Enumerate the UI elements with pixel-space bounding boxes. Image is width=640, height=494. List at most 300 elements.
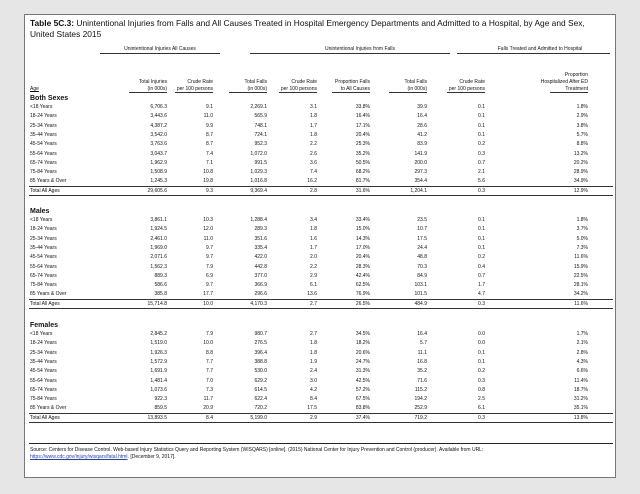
cell-falls-proportion: 37.4%: [355, 414, 370, 421]
cell-hosp-proportion: 20.2%: [573, 159, 588, 166]
cell-hosp-rate: 0.1: [478, 131, 485, 138]
table-title: [30, 18, 610, 40]
column-underline-hosp-rate: [447, 92, 485, 93]
cell-total-injuries: 1,562.3: [150, 263, 167, 270]
source-note: [30, 447, 610, 461]
row-label: 55-64 Years: [30, 263, 57, 270]
cell-total-falls: 5,199.0: [250, 414, 267, 421]
cell-hosp-rate: 0.0: [478, 340, 485, 347]
column-header-hosp-rate-2: per 100 persons: [448, 86, 485, 92]
row-label: 55-64 Years: [30, 150, 57, 157]
cell-falls-rate: 6.1: [310, 282, 317, 289]
cell-hosp-falls: 194.2: [414, 396, 427, 403]
cell-total-injuries: 586.6: [154, 282, 167, 289]
row-label: 45-54 Years: [30, 254, 57, 261]
cell-hosp-proportion: 13.8%: [573, 414, 588, 421]
row-label: 85 Years & Over: [30, 291, 67, 298]
cell-injury-rate: 10.3: [203, 217, 213, 223]
cell-hosp-rate: 0.7: [478, 272, 485, 279]
cell-hosp-rate: 0.3: [478, 300, 485, 307]
cell-hosp-falls: 70.3: [417, 263, 427, 270]
cell-hosp-falls: 16.8: [417, 358, 427, 365]
cell-injury-rate: 7.9: [206, 331, 213, 337]
cell-falls-proportion: 81.7%: [355, 178, 370, 185]
cell-falls-rate: 3.6: [310, 159, 317, 166]
cell-injury-rate: 9.3: [206, 187, 213, 194]
row-label: 65-74 Years: [30, 159, 57, 166]
cell-hosp-proportion: 12.9%: [573, 187, 588, 194]
cell-falls-proportion: 28.3%: [355, 263, 370, 270]
row-label: 85 Years & Over: [30, 178, 67, 185]
cell-hosp-falls: 5.7: [420, 340, 427, 347]
cell-falls-proportion: 34.5%: [355, 331, 370, 337]
total-bottom-rule: [29, 308, 613, 309]
cell-hosp-rate: 0.3: [478, 150, 485, 157]
cell-injury-rate: 11.7: [203, 396, 213, 403]
row-label: 65-74 Years: [30, 272, 57, 279]
cell-hosp-proportion: 2.1%: [576, 340, 588, 347]
column-underline-hosp-proportion: [550, 92, 588, 93]
cell-total-injuries: 889.3: [154, 272, 167, 279]
row-label: 35-44 Years: [30, 358, 57, 365]
column-header-injury-rate-2: per 100 persons: [176, 86, 213, 92]
cell-total-falls: 565.9: [254, 113, 267, 120]
cell-hosp-falls: 11.1: [417, 349, 427, 356]
column-header-hosp-falls-1: Total Falls: [404, 79, 427, 85]
cell-injury-rate: 9.7: [206, 254, 213, 261]
cell-falls-rate: 2.0: [310, 254, 317, 261]
cell-total-falls: 388.8: [254, 358, 267, 365]
cell-hosp-proportion: 7.3%: [576, 244, 588, 251]
column-header-hosp-proportion-1: Proportion: [564, 72, 588, 78]
cell-total-falls: 991.5: [254, 159, 267, 166]
cell-falls-proportion: 42.5%: [355, 377, 370, 384]
cell-hosp-falls: 200.0: [414, 159, 427, 166]
cell-falls-proportion: 20.4%: [355, 254, 370, 261]
cell-injury-rate: 20.9: [203, 405, 213, 412]
cell-hosp-proportion: 1.8%: [576, 217, 588, 223]
cell-injury-rate: 6.9: [206, 272, 213, 279]
cell-hosp-proportion: 4.3%: [576, 358, 588, 365]
row-label: <18 Years: [30, 331, 53, 337]
cell-hosp-proportion: 1.7%: [576, 331, 588, 337]
cell-injury-rate: 7.3: [206, 386, 213, 393]
section-heading: Males: [30, 208, 50, 215]
cell-injury-rate: 11.0: [203, 113, 213, 120]
cell-total-falls: 748.1: [254, 122, 267, 129]
column-header-hosp-proportion-2: Hospitalized After ED: [540, 79, 588, 85]
cell-hosp-falls: 719.2: [414, 414, 427, 421]
cell-total-injuries: 1,572.9: [150, 358, 167, 365]
cell-falls-proportion: 24.7%: [355, 358, 370, 365]
cell-falls-proportion: 16.4%: [355, 113, 370, 120]
cell-hosp-proportion: 11.6%: [574, 300, 588, 307]
cell-total-injuries: 1,481.4: [150, 377, 167, 384]
cell-falls-proportion: 42.4%: [355, 272, 370, 279]
cell-falls-rate: 7.4: [310, 169, 317, 176]
column-underline-injury-rate: [175, 92, 213, 93]
cell-hosp-proportion: 31.2%: [573, 396, 588, 403]
cell-hosp-rate: 0.1: [478, 349, 485, 356]
column-header-total-injuries-2: (in 000s): [147, 86, 167, 92]
cell-total-falls: 724.1: [254, 131, 267, 138]
cell-hosp-proportion: 8.8%: [576, 141, 588, 148]
cell-total-injuries: 1,245.3: [150, 178, 167, 185]
cell-falls-proportion: 33.8%: [355, 104, 370, 110]
cell-falls-rate: 8.4: [310, 396, 317, 403]
cell-hosp-rate: 0.8: [478, 386, 485, 393]
cell-hosp-proportion: 34.2%: [573, 291, 588, 298]
cell-total-falls: 1,029.3: [250, 169, 267, 176]
cell-falls-rate: 1.8: [310, 131, 317, 138]
group-underline-3: [457, 53, 610, 54]
cell-falls-rate: 13.6: [307, 291, 317, 298]
cell-injury-rate: 9.7: [206, 244, 213, 251]
cell-injury-rate: 8.8: [206, 349, 213, 356]
cell-hosp-rate: 0.2: [478, 368, 485, 375]
row-label: 45-54 Years: [30, 141, 57, 148]
cell-hosp-rate: 0.1: [478, 113, 485, 120]
cell-falls-proportion: 31.6%: [355, 187, 370, 194]
cell-hosp-proportion: 15.9%: [573, 263, 588, 270]
column-underline-falls-proportion: [332, 92, 370, 93]
row-label: 18-24 Years: [30, 113, 57, 120]
cell-total-injuries: 1,073.6: [150, 386, 167, 393]
cell-total-injuries: 1,691.9: [150, 368, 167, 375]
cell-hosp-rate: 4.7: [478, 291, 485, 298]
cell-hosp-proportion: 11.6%: [574, 254, 588, 261]
cell-hosp-falls: 16.4: [417, 113, 427, 120]
group-header-all-causes: Unintentional Injuries All Causes: [124, 46, 196, 52]
row-label: 18-24 Years: [30, 340, 57, 347]
cell-injury-rate: 8.7: [206, 141, 213, 148]
cell-total-injuries: 4,387.2: [150, 122, 167, 129]
cell-hosp-falls: 24.4: [417, 244, 427, 251]
group-underline-2: [250, 53, 450, 54]
row-label: 25-34 Years: [30, 235, 57, 242]
cell-hosp-proportion: 5.7%: [576, 131, 588, 138]
group-header-hospital: Falls Treated and Admitted to Hospital: [497, 46, 583, 52]
cell-total-falls: 1,288.4: [250, 217, 267, 223]
cell-hosp-proportion: 5.0%: [576, 235, 588, 242]
cell-hosp-rate: 0.1: [478, 358, 485, 365]
cell-falls-rate: 2.9: [310, 414, 317, 421]
cell-hosp-rate: 0.1: [478, 235, 485, 242]
cell-hosp-proportion: 3.7%: [576, 226, 588, 233]
cell-hosp-proportion: 28.1%: [573, 282, 588, 289]
cell-hosp-falls: 28.6: [417, 122, 427, 129]
cell-injury-rate: 10.0: [203, 340, 213, 347]
cell-total-injuries: 3,443.6: [150, 113, 167, 120]
cell-falls-proportion: 50.5%: [355, 159, 370, 166]
cell-falls-rate: 4.2: [310, 386, 317, 393]
source-text: Source: Centers for Disease Control. Web-based Injury Statistics Query and Reporting System (WISQARS) [online]. (2015) National Center for Injury Prevention and Control (producer). Available from URL:: [30, 447, 484, 453]
cell-falls-proportion: 83.8%: [355, 405, 370, 412]
cell-total-injuries: 2,071.6: [150, 254, 167, 261]
column-underline-total-injuries: [129, 92, 167, 93]
row-label: 75-84 Years: [30, 169, 57, 176]
source-date: . [December 9, 2017].: [127, 454, 176, 460]
cell-hosp-falls: 354.4: [414, 178, 427, 185]
cell-injury-rate: 19.8: [203, 178, 213, 185]
cell-hosp-proportion: 35.1%: [573, 405, 588, 412]
cell-total-falls: 530.0: [254, 368, 267, 375]
section-heading: Both Sexes: [30, 95, 69, 102]
column-header-age: Age: [30, 86, 39, 92]
cell-total-falls: 1,072.0: [250, 150, 267, 157]
column-underline-hosp-falls: [389, 92, 427, 93]
column-header-falls-rate-2: per 100 persons: [280, 86, 317, 92]
cell-falls-proportion: 20.4%: [355, 131, 370, 138]
cell-total-falls: 9,369.4: [250, 187, 267, 194]
cell-total-injuries: 1,969.0: [150, 244, 167, 251]
row-label: <18 Years: [30, 104, 53, 110]
cell-falls-proportion: 68.2%: [355, 169, 370, 176]
cell-hosp-proportion: 2.9%: [576, 113, 588, 120]
cell-total-injuries: 385.8: [154, 291, 167, 298]
section-heading: Females: [30, 322, 59, 329]
cell-falls-rate: 2.6: [310, 150, 317, 157]
cell-hosp-rate: 0.0: [478, 331, 485, 337]
cell-hosp-falls: 71.6: [417, 377, 427, 384]
cell-hosp-rate: 0.3: [478, 377, 485, 384]
cell-total-injuries: 29,605.6: [147, 187, 167, 194]
cell-total-falls: 276.5: [254, 340, 267, 347]
row-label: 35-44 Years: [30, 244, 57, 251]
cell-falls-proportion: 18.2%: [355, 340, 370, 347]
cell-falls-rate: 1.6: [310, 235, 317, 242]
cell-hosp-falls: 41.2: [417, 131, 427, 138]
cell-injury-rate: 10.8: [203, 169, 213, 176]
row-label: 35-44 Years: [30, 131, 57, 138]
cell-injury-rate: 7.7: [206, 358, 213, 365]
cell-hosp-proportion: 18.7%: [573, 386, 588, 393]
cell-total-injuries: 1,508.9: [150, 169, 167, 176]
column-header-hosp-proportion-3: Treatment: [565, 86, 588, 92]
row-label: 45-54 Years: [30, 368, 57, 375]
cell-hosp-rate: 0.4: [478, 263, 485, 270]
cell-hosp-proportion: 2.8%: [576, 349, 588, 356]
cell-hosp-proportion: 13.2%: [573, 150, 588, 157]
cell-falls-rate: 16.2: [307, 178, 317, 185]
cell-total-injuries: 3,043.7: [150, 150, 167, 157]
row-label: Total All Ages: [30, 187, 60, 194]
cell-falls-proportion: 67.5%: [355, 396, 370, 403]
table-number: Table 5C.3:: [30, 18, 75, 28]
cell-hosp-proportion: 22.5%: [573, 272, 588, 279]
column-header-falls-proportion-2: to All Causes: [340, 86, 370, 92]
cell-hosp-proportion: 34.9%: [573, 178, 588, 185]
cell-falls-rate: 2.4: [310, 368, 317, 375]
cell-total-injuries: 1,519.0: [150, 340, 167, 347]
cell-falls-proportion: 33.4%: [355, 217, 370, 223]
cell-falls-rate: 1.8: [310, 349, 317, 356]
row-label: 75-84 Years: [30, 282, 57, 289]
cell-total-falls: 442.8: [254, 263, 267, 270]
column-header-total-injuries-1: Total Injuries: [138, 79, 167, 85]
cell-total-falls: 1,016.8: [250, 178, 267, 185]
group-underline-1: [100, 53, 220, 54]
cell-falls-proportion: 17.0%: [355, 244, 370, 251]
cell-total-falls: 720.2: [254, 405, 267, 412]
cell-falls-rate: 3.1: [310, 104, 317, 110]
cell-hosp-rate: 0.1: [478, 104, 485, 110]
cell-hosp-rate: 0.1: [478, 244, 485, 251]
cell-hosp-rate: 1.7: [478, 282, 485, 289]
column-underline-falls-rate: [279, 92, 317, 93]
cell-total-falls: 366.9: [254, 282, 267, 289]
cell-falls-proportion: 35.2%: [355, 150, 370, 157]
cell-injury-rate: 8.4: [206, 414, 213, 421]
cell-hosp-rate: 2.1: [478, 169, 485, 176]
cell-falls-rate: 1.8: [310, 113, 317, 120]
cell-hosp-rate: 0.3: [478, 187, 485, 194]
column-header-hosp-falls-2: (in 000s): [407, 86, 427, 92]
cell-injury-rate: 7.7: [206, 368, 213, 375]
cell-hosp-proportion: 28.9%: [573, 169, 588, 176]
cell-total-falls: 377.0: [254, 272, 267, 279]
cell-injury-rate: 17.7: [203, 291, 213, 298]
cell-hosp-falls: 17.5: [417, 235, 427, 242]
cell-total-injuries: 13,893.5: [147, 414, 167, 421]
cell-falls-rate: 3.4: [310, 217, 317, 223]
table-caption: Unintentional Injuries from Falls and All Causes Treated in Hospital Emergency Departments and Admitted to a Hospital, by Age and Sex, United States 2015: [30, 18, 585, 39]
cell-falls-rate: 1.8: [310, 340, 317, 347]
cell-total-falls: 629.2: [254, 377, 267, 384]
cell-falls-proportion: 17.1%: [355, 122, 370, 129]
cell-falls-rate: 2.7: [310, 331, 317, 337]
cell-falls-rate: 3.0: [310, 377, 317, 384]
cell-falls-rate: 2.9: [310, 272, 317, 279]
cell-total-falls: 4,170.3: [250, 300, 267, 307]
cell-hosp-proportion: 11.4%: [574, 377, 588, 384]
cell-hosp-rate: 2.5: [478, 396, 485, 403]
group-header-falls: Unintentional Injuries from Falls: [324, 46, 396, 52]
cell-total-injuries: 3,542.0: [150, 131, 167, 138]
cell-total-injuries: 1,924.5: [150, 226, 167, 233]
cell-total-falls: 980.7: [254, 331, 267, 337]
cell-total-injuries: 3,763.6: [150, 141, 167, 148]
cell-injury-rate: 8.7: [206, 131, 213, 138]
cell-injury-rate: 11.0: [203, 235, 213, 242]
cell-hosp-falls: 484.9: [414, 300, 427, 307]
cell-total-falls: 335.4: [254, 244, 267, 251]
column-header-total-falls-2: (in 000s): [247, 86, 267, 92]
cell-total-injuries: 2,845.2: [150, 331, 167, 337]
row-label: 65-74 Years: [30, 386, 57, 393]
cell-hosp-rate: 5.6: [478, 178, 485, 185]
cell-injury-rate: 10.0: [203, 300, 213, 307]
row-label: <18 Years: [30, 217, 53, 223]
row-label: 25-34 Years: [30, 122, 57, 129]
cell-falls-proportion: 57.2%: [355, 386, 370, 393]
cell-falls-rate: 1.7: [310, 122, 317, 129]
cell-total-injuries: 15,714.8: [147, 300, 167, 307]
cell-total-falls: 422.0: [254, 254, 267, 261]
cell-total-falls: 622.4: [254, 396, 267, 403]
cell-hosp-falls: 252.9: [414, 405, 427, 412]
cell-hosp-falls: 115.2: [414, 386, 427, 393]
cell-hosp-falls: 10.7: [417, 226, 427, 233]
cell-total-falls: 952.3: [254, 141, 267, 148]
cell-total-falls: 296.6: [254, 291, 267, 298]
footer-rule: [29, 443, 613, 444]
table-sheet: [24, 14, 616, 478]
cell-falls-rate: 1.7: [310, 244, 317, 251]
cell-falls-rate: 1.9: [310, 358, 317, 365]
cell-injury-rate: 9.7: [206, 282, 213, 289]
cell-falls-proportion: 20.6%: [355, 349, 370, 356]
cell-hosp-rate: 0.1: [478, 226, 485, 233]
cell-hosp-proportion: 1.8%: [576, 104, 588, 110]
cell-falls-proportion: 31.3%: [355, 368, 370, 375]
cell-injury-rate: 7.4: [206, 150, 213, 157]
row-label: 55-64 Years: [30, 377, 57, 384]
cell-total-falls: 2,269.1: [250, 104, 267, 110]
cell-hosp-rate: 6.1: [478, 405, 485, 412]
cell-total-injuries: 1,926.3: [150, 349, 167, 356]
cell-hosp-falls: 297.3: [414, 169, 427, 176]
cell-total-falls: 614.5: [254, 386, 267, 393]
cell-hosp-rate: 0.2: [478, 254, 485, 261]
row-label: 18-24 Years: [30, 226, 57, 233]
cell-falls-rate: 2.7: [310, 300, 317, 307]
cell-injury-rate: 9.9: [206, 122, 213, 129]
source-link[interactable]: https://www.cdc.gov/injury/wisqars/fatal.html: [30, 454, 128, 460]
cell-hosp-rate: 0.2: [478, 141, 485, 148]
cell-falls-rate: 2.2: [310, 263, 317, 270]
cell-total-falls: 289.3: [254, 226, 267, 233]
cell-hosp-falls: 16.4: [417, 331, 427, 337]
cell-falls-rate: 2.2: [310, 141, 317, 148]
total-bottom-rule: [29, 422, 613, 423]
cell-hosp-falls: 23.5: [417, 217, 427, 223]
cell-total-injuries: 2,461.0: [150, 235, 167, 242]
total-bottom-rule: [29, 195, 613, 196]
cell-total-falls: 351.6: [254, 235, 267, 242]
cell-hosp-falls: 39.9: [417, 104, 427, 110]
cell-falls-proportion: 14.3%: [355, 235, 370, 242]
cell-falls-proportion: 25.3%: [355, 141, 370, 148]
cell-hosp-falls: 1,204.1: [410, 187, 427, 194]
row-label: Total All Ages: [30, 414, 60, 421]
cell-hosp-rate: 0.3: [478, 414, 485, 421]
column-header-injury-rate-1: Crude Rate: [187, 79, 213, 85]
row-label: 75-84 Years: [30, 396, 57, 403]
cell-falls-rate: 17.5: [307, 405, 317, 412]
column-header-falls-rate-1: Crude Rate: [291, 79, 317, 85]
cell-hosp-rate: 0.1: [478, 122, 485, 129]
row-label: 85 Years & Over: [30, 405, 67, 412]
cell-hosp-falls: 83.9: [417, 141, 427, 148]
cell-injury-rate: 7.0: [206, 377, 213, 384]
cell-hosp-falls: 101.5: [414, 291, 427, 298]
row-label: 25-34 Years: [30, 349, 57, 356]
cell-total-injuries: 6,706.3: [150, 104, 167, 110]
cell-injury-rate: 7.9: [206, 263, 213, 270]
cell-total-injuries: 859.5: [154, 405, 167, 412]
column-header-hosp-rate-1: Crude Rate: [459, 79, 485, 85]
cell-hosp-falls: 141.9: [414, 150, 427, 157]
column-underline-total-falls: [229, 92, 267, 93]
cell-hosp-falls: 103.1: [414, 282, 427, 289]
cell-hosp-rate: 0.7: [478, 159, 485, 166]
cell-injury-rate: 9.1: [206, 104, 213, 110]
cell-falls-rate: 1.8: [310, 226, 317, 233]
row-label: Total All Ages: [30, 300, 60, 307]
cell-total-falls: 396.4: [254, 349, 267, 356]
cell-hosp-proportion: 3.8%: [576, 122, 588, 129]
